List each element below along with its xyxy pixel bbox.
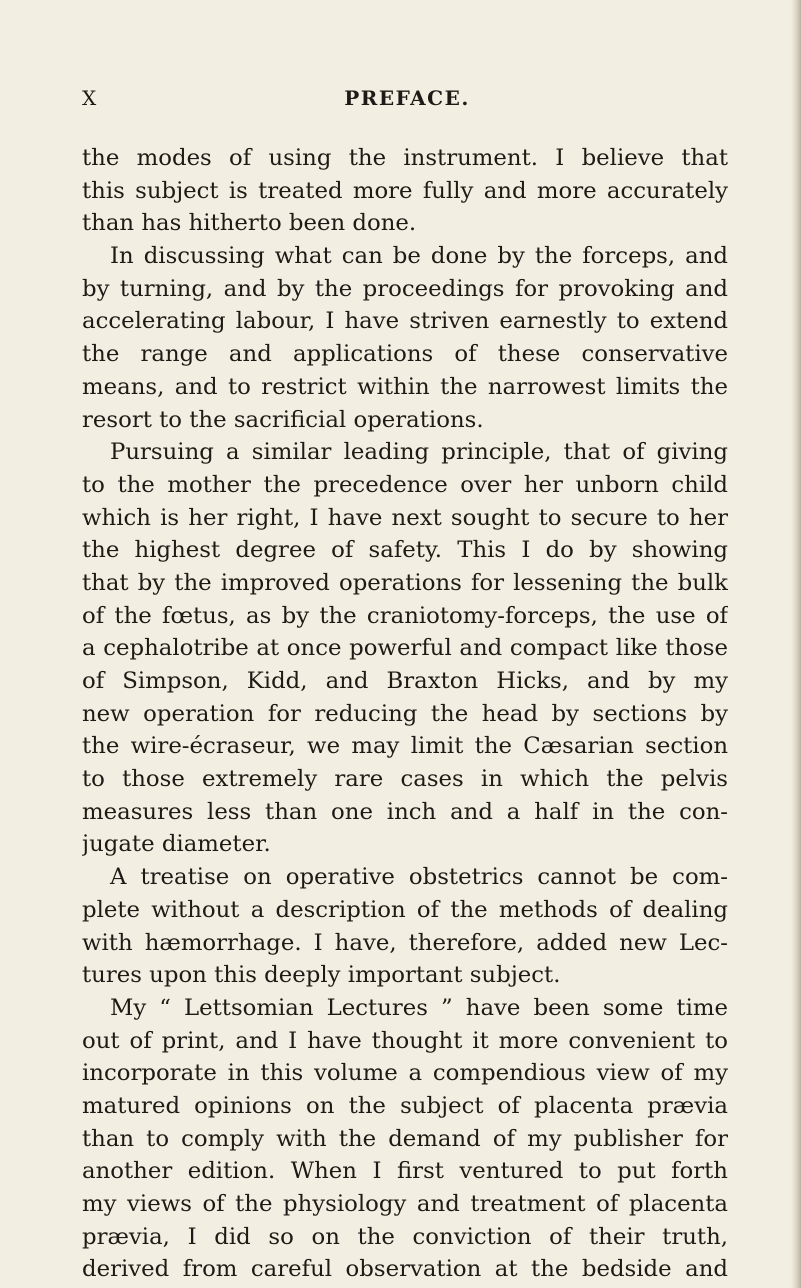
text-line: the range and applications of these conservative (82, 341, 728, 368)
text-line: out of print, and I have thought it more convenient to (82, 1027, 728, 1054)
text-line: Pursuing a similar leading principle, that of giving (110, 439, 728, 466)
text-line: jugate diameter. (82, 831, 271, 858)
text-line: to the mother the precedence over her unborn child (82, 471, 728, 498)
text-line: tures upon this deeply important subject. (82, 962, 561, 989)
text-line: my views of the physiology and treatment of placenta (82, 1191, 728, 1217)
text-line: accelerating labour, I have striven earnestly to extend (82, 308, 728, 335)
text-line: In discussing what can be done by the forceps, and (110, 243, 728, 270)
text-line: My “ Lettsomian Lectures ” have been some time (110, 994, 728, 1021)
text-line: of the fœtus, as by the craniotomy-forceps, the use of (82, 602, 728, 629)
text-line: matured opinions on the subject of placenta prævia (82, 1092, 728, 1119)
text-line: a cephalotribe at once powerful and compact like those (82, 635, 728, 662)
text-line: to those extremely rare cases in which the pelvis (82, 766, 728, 793)
text-line: plete without a description of the methods of dealing (82, 896, 728, 923)
text-line: resort to the sacrificial operations. (82, 406, 484, 433)
text-line: that by the improved operations for lessening the bulk (82, 569, 728, 596)
text-line: measures less than one inch and a half in the con- (82, 798, 728, 825)
text-line: A treatise on operative obstetrics cannot be com- (110, 864, 728, 891)
text-line: this subject is treated more fully and more accurately (82, 177, 728, 204)
text-line: the modes of using the instrument. I believe that (82, 145, 728, 171)
text-line: the highest degree of safety. This I do by showing (82, 537, 728, 564)
text-line: prævia, I did so on the conviction of their truth, (82, 1223, 728, 1250)
text-line: another edition. When I first ventured to put forth (82, 1158, 728, 1185)
page-edge (791, 0, 801, 1288)
text-line: new operation for reducing the head by sections by (82, 700, 728, 727)
text-line: than to comply with the demand of my publisher for (82, 1125, 728, 1152)
text-line: derived from careful observation at the bedside and (82, 1256, 728, 1283)
text-line: which is her right, I have next sought to secure to her (82, 504, 728, 531)
text-line: by turning, and by the proceedings for provoking and (82, 275, 728, 302)
text-line: the wire-écraseur, we may limit the Cæsarian section (82, 733, 728, 760)
text-line: incorporate in this volume a compendious view of my (82, 1060, 728, 1087)
text-line: means, and to restrict within the narrowest limits the (82, 373, 728, 400)
text-line: of Simpson, Kidd, and Braxton Hicks, and by my (82, 668, 728, 694)
body-text (82, 142, 728, 1286)
text-line: with hæmorrhage. I have, therefore, added new Lec- (82, 929, 728, 956)
page-header (82, 86, 732, 112)
running-head: PREFACE. (344, 86, 470, 110)
page-number: X (82, 86, 98, 110)
text-line: than has hitherto been done. (82, 210, 417, 237)
